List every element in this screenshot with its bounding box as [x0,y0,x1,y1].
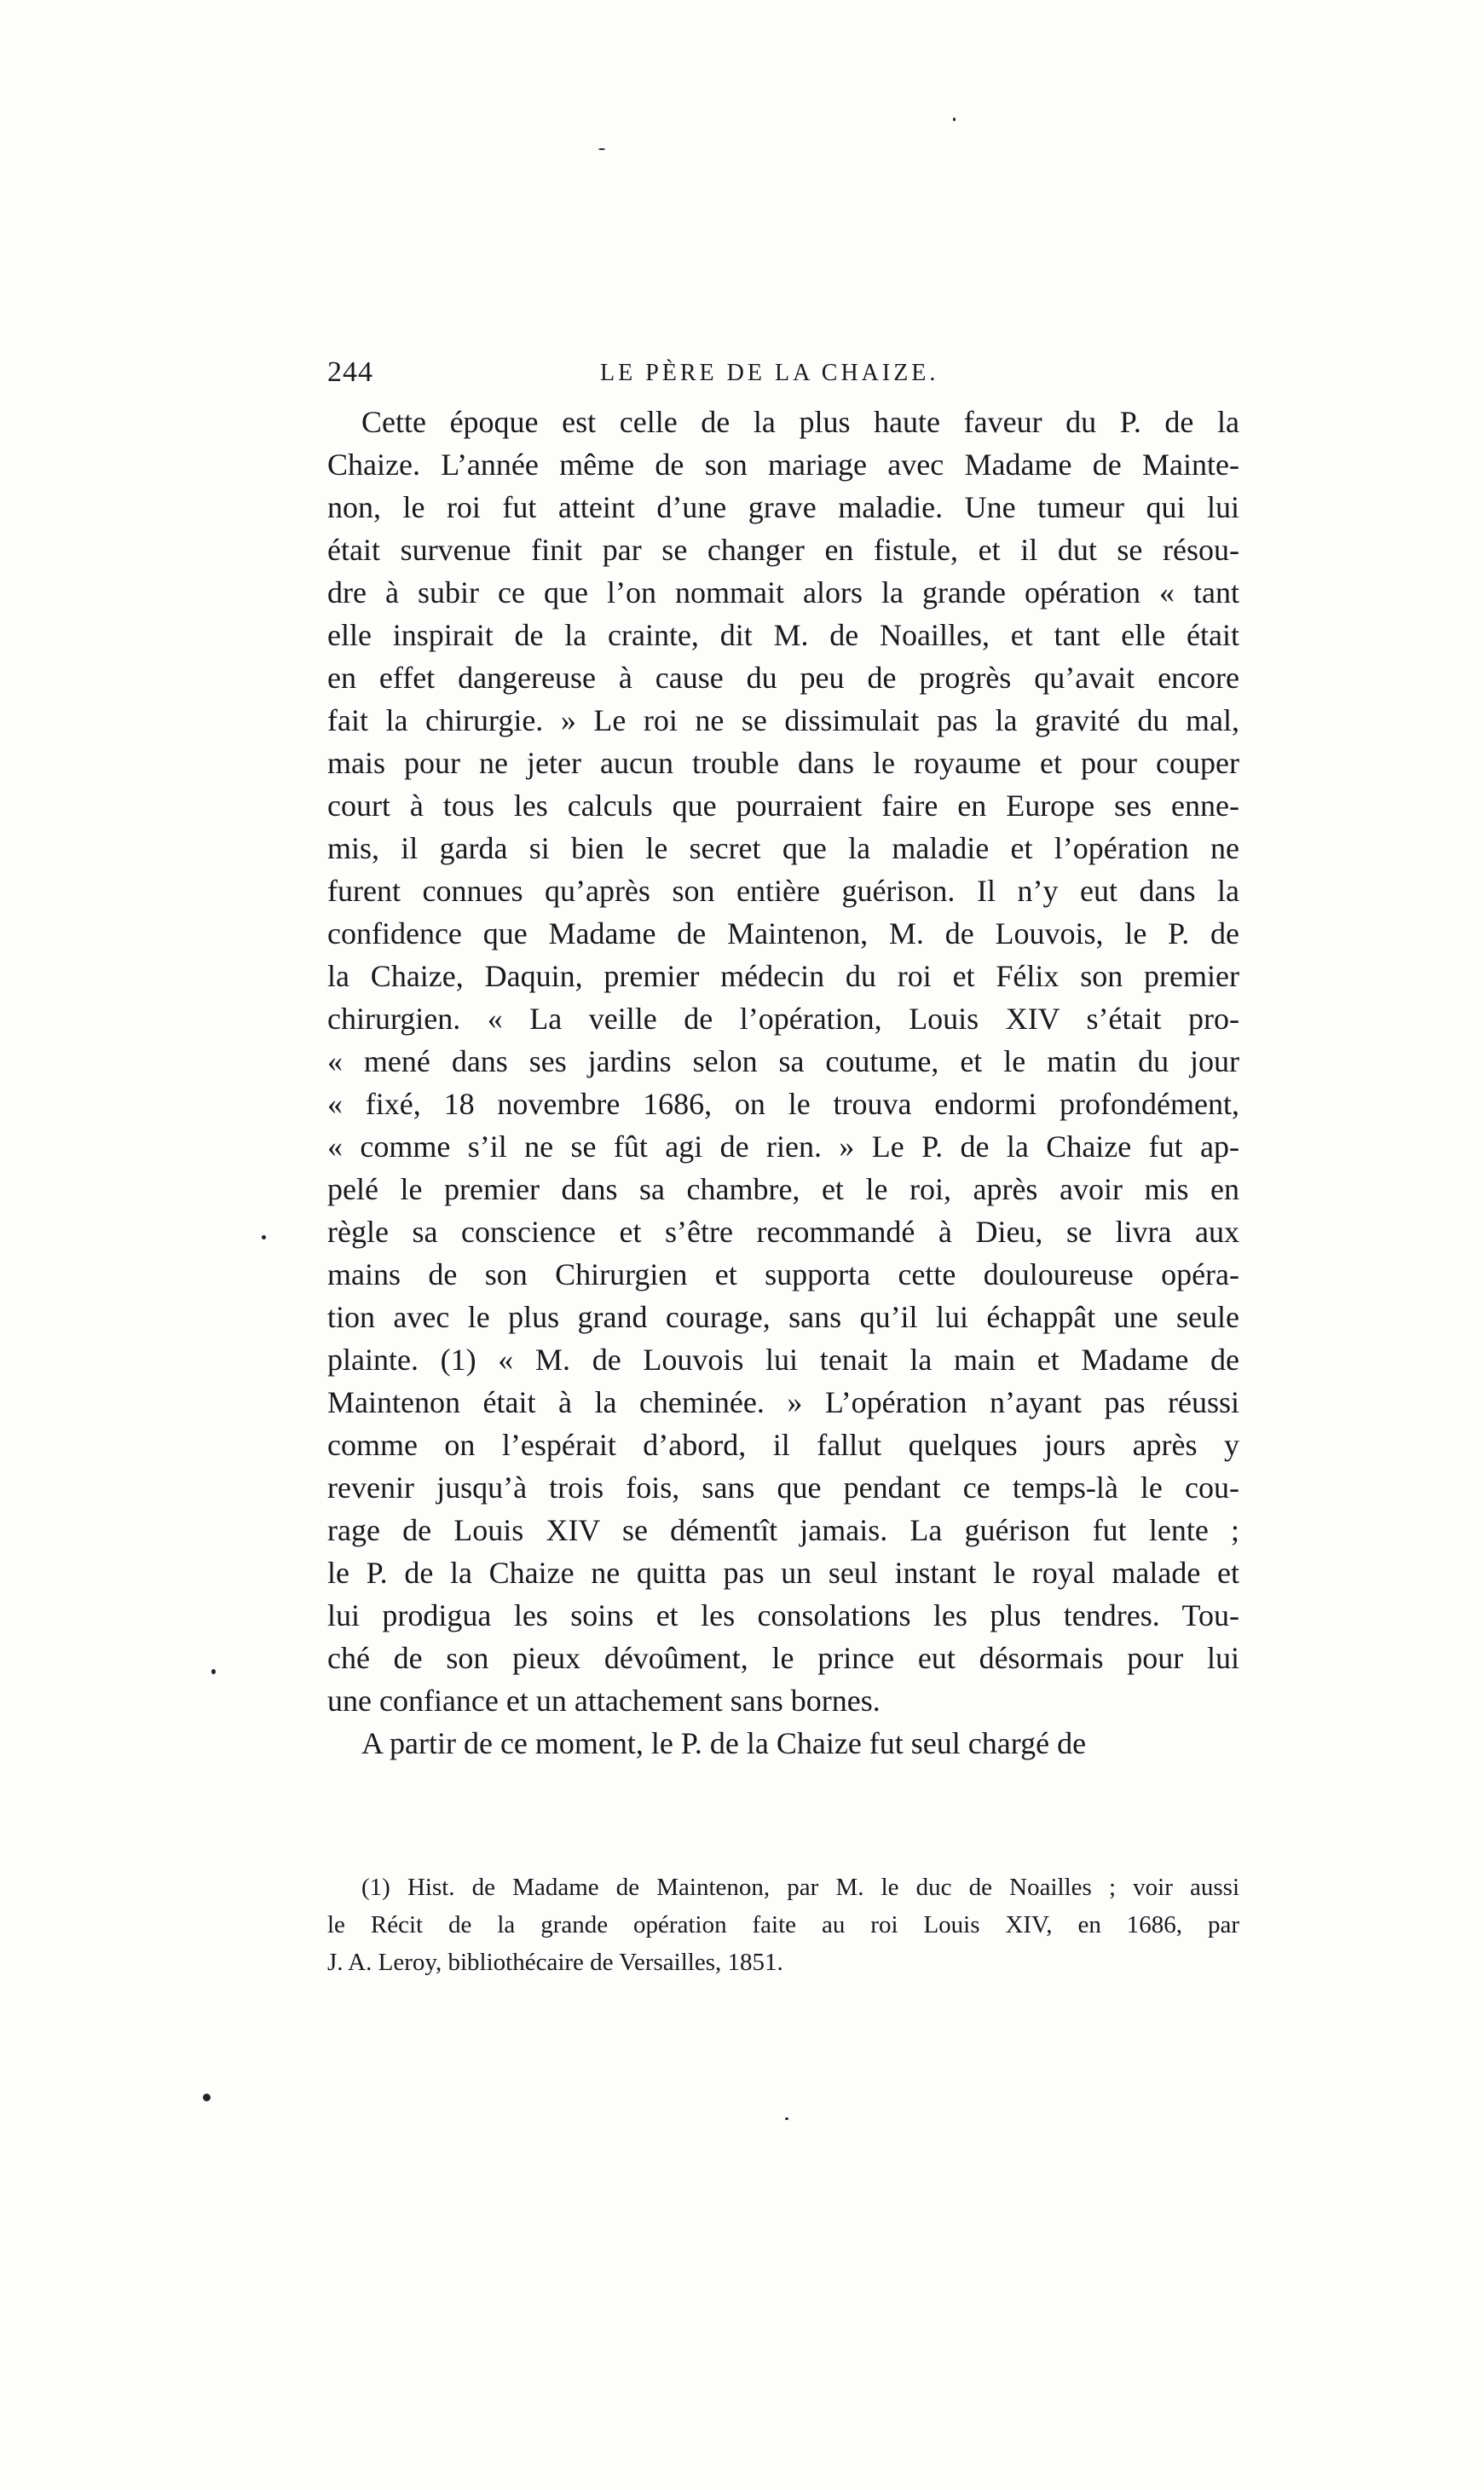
body-text [327,401,1239,1765]
body-line: mains de son Chirurgien et supporta cette douloureuse opéra- [327,1257,1239,1291]
body-line: la Chaize, Daquin, premier médecin du roi et Félix son premier [327,959,1239,993]
body-line: dre à subir ce que l’on nommait alors la grande opération « tant [327,575,1239,610]
body-line: le P. de la Chaize ne quitta pas un seul instant le royal malade et [327,1556,1239,1590]
ink-speck [953,118,956,121]
body-line: non, le roi fut atteint d’une grave maladie. Une tumeur qui lui [327,490,1239,524]
body-line: rage de Louis XIV se démentît jamais. La guérison fut lente ; [327,1513,1239,1547]
body-line: comme on l’espérait d’abord, il fallut quelques jours après y [327,1428,1239,1462]
body-line: Chaize. L’année même de son mariage avec Madame de Mainte- [327,448,1239,482]
body-line: règle sa conscience et s’être recommandé à Dieu, se livra aux [327,1215,1239,1249]
body-line: confidence que Madame de Maintenon, M. de Louvois, le P. de [327,916,1239,950]
ink-speck [785,2117,788,2120]
body-line: pelé le premier dans sa chambre, et le roi, après avoir mis en [327,1172,1239,1206]
ink-speck [262,1235,266,1239]
running-head [327,356,1239,397]
footnote-line: (1) Hist. de Madame de Maintenon, par M. le duc de Noailles ; voir aussi [361,1874,1239,1901]
body-line: une confiance et un attachement sans bornes. [327,1684,881,1718]
footnote-line: J. A. Leroy, bibliothécaire de Versailles, 1851. [327,1949,783,1976]
body-line: « mené dans ses jardins selon sa coutume, et le matin du jour [327,1044,1239,1078]
body-line: « fixé, 18 novembre 1686, on le trouva endormi profondément, [327,1087,1239,1121]
body-line: A partir de ce moment, le P. de la Chaize fut seul chargé de [361,1726,1087,1760]
body-line: fait la chirurgie. » Le roi ne se dissimulait pas la gravité du mal, [327,703,1239,737]
body-line: court à tous les calculs que pourraient faire en Europe ses enne- [327,789,1239,823]
body-line: elle inspirait de la crainte, dit M. de Noailles, et tant elle était [327,618,1239,652]
body-line: Cette époque est celle de la plus haute faveur du P. de la [361,405,1239,439]
ink-speck [598,148,605,150]
body-line: tion avec le plus grand courage, sans qu’il lui échappât une seule [327,1300,1239,1334]
body-line: était survenue finit par se changer en fistule, et il dut se résou- [327,533,1239,567]
body-line: revenir jusqu’à trois fois, sans que pendant ce temps-là le cou- [327,1470,1239,1505]
body-line: plainte. (1) « M. de Louvois lui tenait la main et Madame de [327,1343,1239,1377]
footnotes [327,1869,1239,1981]
footnote-line: le Récit de la grande opération faite au roi Louis XIV, en 1686, par [327,1911,1239,1938]
ink-speck [203,2094,211,2101]
body-line: lui prodigua les soins et les consolations les plus tendres. Tou- [327,1598,1239,1632]
body-line: chirurgien. « La veille de l’opération, Louis XIV s’était pro- [327,1002,1239,1036]
body-line: en effet dangereuse à cause du peu de progrès qu’avait encore [327,661,1239,695]
page-number: 244 [327,356,373,388]
body-line: Maintenon était à la cheminée. » L’opération n’ayant pas réussi [327,1385,1239,1419]
body-line: mis, il garda si bien le secret que la maladie et l’opération ne [327,831,1239,865]
ink-speck [211,1669,216,1674]
body-line: ché de son pieux dévoûment, le prince eut désormais pour lui [327,1641,1239,1675]
body-line: « comme s’il ne se fût agi de rien. » Le P. de la Chaize fut ap- [327,1129,1239,1164]
body-line: mais pour ne jeter aucun trouble dans le royaume et pour couper [327,746,1239,780]
running-title: LE PÈRE DE LA CHAIZE. [600,360,939,386]
body-line: furent connues qu’après son entière guérison. Il n’y eut dans la [327,874,1239,908]
